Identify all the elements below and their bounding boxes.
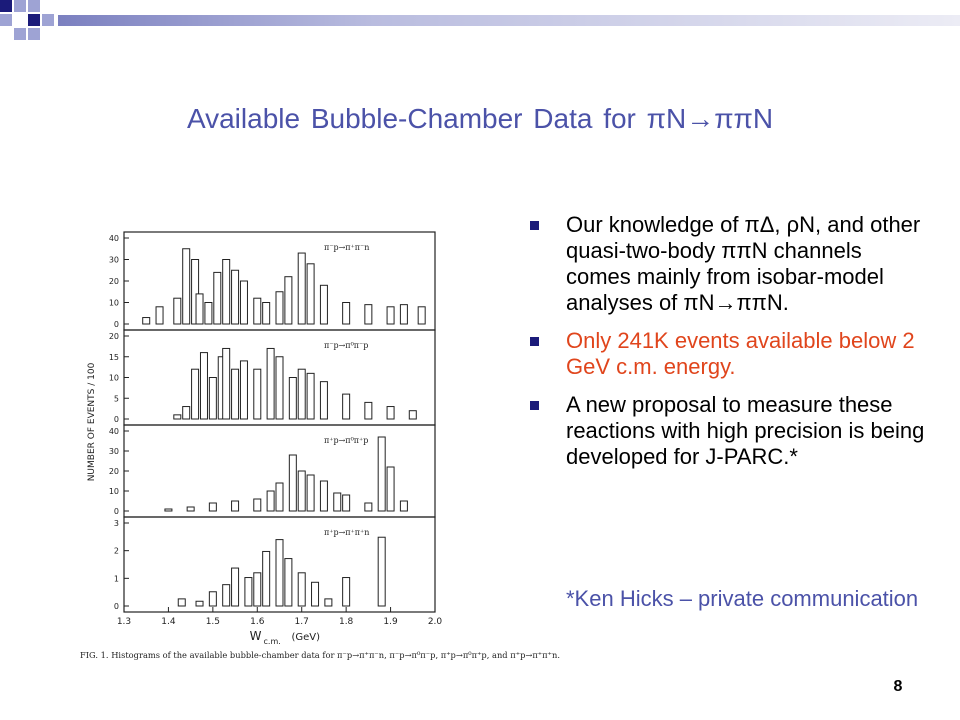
histogram-bar (298, 471, 305, 511)
x-axis-subscript: c.m. (263, 637, 281, 646)
reaction-label: π⁺p→π⁺π⁺n (324, 528, 370, 537)
figure-caption: FIG. 1. Histograms of the available bubble-chamber data for π⁻p→π⁺π⁻n, π⁻p→π⁰π⁻p, π⁺p→π⁰π⁺p, and π⁺p→π⁺π⁺n. (80, 650, 560, 660)
histogram-bar (187, 507, 194, 511)
y-tick-label: 20 (108, 277, 119, 286)
histogram-bar (418, 307, 425, 324)
x-tick-label: 1.4 (161, 617, 176, 627)
histogram-bar (254, 298, 261, 324)
x-axis-unit: (GeV) (291, 632, 321, 643)
histogram-bar (343, 394, 350, 419)
histogram-bar (192, 369, 199, 419)
y-tick-label: 20 (108, 467, 119, 476)
deco-square-light (14, 0, 26, 12)
histogram-bar (334, 493, 341, 511)
bullet-text: Only 241K events available below 2 GeV c.m. energy. (566, 328, 915, 379)
histogram-figure (80, 222, 520, 672)
page-number: 8 (893, 678, 903, 695)
histogram-bar (276, 292, 283, 324)
histogram-bar (312, 582, 319, 606)
bullet-square-icon (530, 221, 539, 230)
histogram-bar (214, 272, 221, 324)
bullet-list (530, 212, 930, 482)
histogram-bar (254, 499, 261, 511)
corner-decoration (0, 0, 960, 60)
histogram-bar (267, 491, 274, 511)
histogram-bar (196, 601, 203, 606)
deco-square-dark (28, 14, 40, 26)
histogram-bar (240, 281, 247, 324)
histogram-bar (232, 270, 239, 324)
x-axis-label: W (249, 629, 262, 643)
histogram-bar (289, 378, 296, 420)
histogram-bar (165, 509, 172, 511)
y-tick-label: 3 (113, 519, 119, 528)
histogram-bar (343, 495, 350, 511)
histogram-bar (245, 578, 252, 606)
bullet-item (530, 328, 930, 380)
y-tick-label: 10 (108, 487, 119, 496)
bullet-item (530, 212, 930, 316)
y-tick-label: 40 (108, 234, 119, 243)
histogram-bar (174, 415, 181, 419)
histogram-bar (205, 303, 212, 325)
histogram-bar (320, 382, 327, 419)
histogram-bar (263, 303, 270, 325)
histogram-bar (387, 407, 394, 419)
x-tick-label: 2.0 (427, 617, 443, 627)
histogram-bar (298, 573, 305, 606)
y-tick-label: 30 (108, 447, 119, 456)
deco-square-dark (0, 0, 12, 12)
histogram-bar (223, 260, 230, 325)
histogram-bar (298, 369, 305, 419)
bullet-text: Our knowledge of πΔ, ρN, and other quasi-two-body ππN channels comes mainly from isobar-model analyses of πN→ππN. (566, 212, 921, 315)
histogram-bar (365, 305, 372, 324)
histogram-bar (298, 253, 305, 324)
y-tick-label: 30 (108, 255, 119, 265)
histogram-bar (387, 467, 394, 511)
histogram-bar (387, 307, 394, 324)
reaction-label: π⁻p→π⁰π⁻p (324, 341, 369, 350)
y-tick-label: 0 (113, 602, 119, 611)
histogram-bar (196, 294, 203, 324)
y-tick-label: 2 (113, 546, 119, 556)
histogram-bar (209, 592, 216, 606)
histogram-bar (378, 537, 385, 606)
slide-title: Available Bubble-Chamber Data for πN→ππN (186, 103, 774, 134)
bullet-square-icon (530, 401, 539, 410)
histogram-bar (320, 481, 327, 511)
histogram-bar (285, 559, 292, 606)
histogram-bar (307, 475, 314, 511)
histogram-bar (209, 503, 216, 511)
histogram-bar (276, 357, 283, 419)
histogram-bar (276, 483, 283, 511)
histogram-bar (183, 407, 190, 419)
histogram-bar (285, 277, 292, 324)
histogram-bar (209, 378, 216, 420)
histogram-bar (276, 540, 283, 606)
x-tick-label: 1.8 (338, 617, 354, 627)
histogram-bar (143, 318, 150, 324)
deco-square-light (14, 28, 26, 40)
bullet-square-icon (530, 337, 539, 346)
histogram-bar (400, 305, 407, 324)
histogram-bar (240, 361, 247, 419)
bullet-item (530, 392, 930, 470)
y-tick-label: 10 (108, 298, 119, 308)
y-tick-label: 15 (108, 352, 119, 362)
histogram-bar (343, 578, 350, 606)
y-tick-label: 10 (108, 373, 119, 383)
histogram-bar (223, 348, 230, 419)
histogram-bar (307, 264, 314, 324)
reaction-label: π⁻p→π⁺π⁻n (324, 243, 370, 252)
y-tick-label: 5 (113, 394, 119, 404)
histogram-bar (156, 307, 163, 324)
histogram-bar (325, 599, 332, 606)
deco-square-light (42, 14, 54, 26)
histogram-bar (307, 373, 314, 419)
y-axis-label: NUMBER OF EVENTS / 100 (87, 362, 97, 482)
histogram-bar (289, 455, 296, 511)
histogram-bar (320, 285, 327, 324)
x-tick-label: 1.9 (383, 617, 398, 627)
histogram-bar (365, 503, 372, 511)
y-tick-label: 0 (113, 507, 119, 516)
y-tick-label: 0 (113, 415, 119, 424)
histogram-bar (232, 501, 239, 511)
histogram-bar (400, 501, 407, 511)
footnote: *Ken Hicks – private communication (566, 586, 919, 611)
histogram-bar (232, 369, 239, 419)
reaction-label: π⁺p→π⁰π⁺p (324, 436, 369, 445)
x-tick-label: 1.3 (116, 617, 132, 627)
deco-square-light (28, 0, 40, 12)
histogram-bar (200, 353, 207, 419)
histogram-bar (183, 249, 190, 324)
deco-square-light (0, 14, 12, 26)
histogram-bar (254, 369, 261, 419)
header-stripe (58, 15, 960, 26)
histogram-bar (365, 402, 372, 419)
x-tick-label: 1.7 (294, 617, 309, 627)
histogram-bar (263, 551, 270, 606)
histogram-bar (254, 573, 261, 606)
deco-square-light (28, 28, 40, 40)
y-tick-label: 0 (113, 320, 119, 329)
histogram-bar (343, 303, 350, 325)
histogram-bar (378, 437, 385, 511)
y-tick-label: 20 (108, 332, 119, 341)
y-tick-label: 1 (113, 574, 119, 584)
histogram-bar (223, 585, 230, 606)
histogram-bar (232, 568, 239, 606)
histogram-bar (174, 298, 181, 324)
bullet-text: A new proposal to measure these reactions with high precision is being developed for J-PARC.* (566, 392, 925, 469)
x-tick-label: 1.6 (250, 617, 265, 627)
histogram-bar (267, 348, 274, 419)
histogram-bar (178, 599, 185, 606)
y-tick-label: 40 (108, 427, 119, 436)
histogram-bar (409, 411, 416, 419)
x-tick-label: 1.5 (205, 617, 221, 627)
